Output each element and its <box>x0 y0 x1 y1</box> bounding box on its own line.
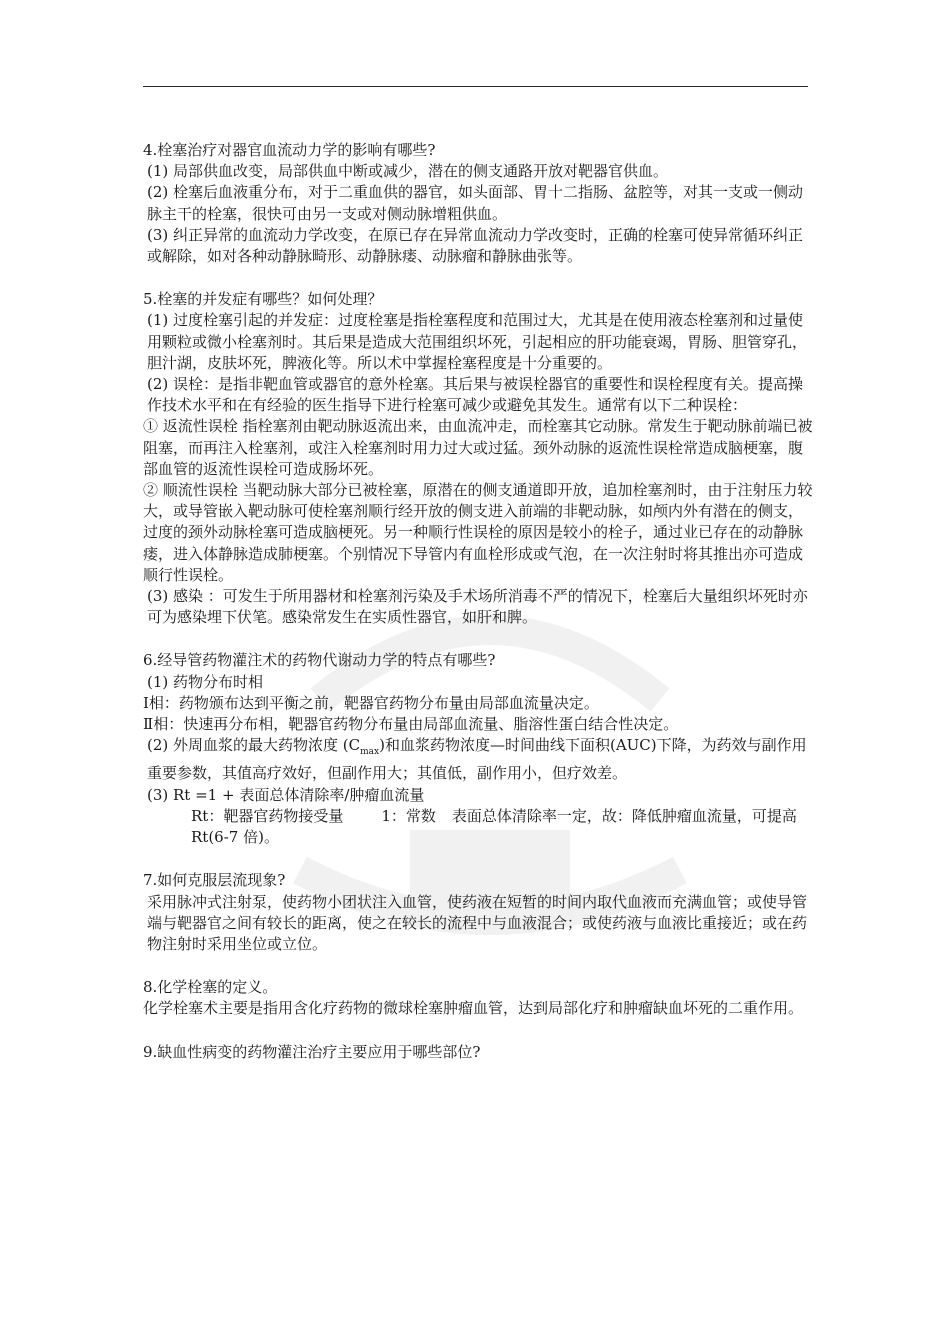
section-7 <box>143 870 813 955</box>
answer-6-item-1: (1) 药物分布时相 <box>147 672 264 691</box>
answer-5-item-1: (1) 过度栓塞引起的并发症：过度栓塞是指栓塞程度和范围过大，尤其是在使用液态栓塞剂和过量使用颗粒或微小栓塞剂时。其后果是造成大范围组织坏死，引起相应的肝功能衰竭，胃肠、胆管穿孔，胆汁湖，皮肤坏死，脾液化等。所以术中掌握栓塞程度是十分重要的。 <box>147 311 808 372</box>
constant-definition: 1：常数 <box>381 806 436 825</box>
cmax-text-after: )和血浆药物浓度—时间曲线下面积(AUC)下降，为药效与副作用重要参数，其值高疗效好，但副作用大；其值低，副作用小，但疗效差。 <box>147 736 807 783</box>
answer-6-item-2 <box>143 735 813 784</box>
answer-4-item-1: (1) 局部供血改变，局部供血中断或减少，潜在的侧支通路开放对靶器官供血。 <box>147 162 669 181</box>
question-9: 9.缺血性病变的药物灌注治疗主要应用于哪些部位? <box>143 1042 481 1061</box>
answer-6-phase-1: Ⅰ相：药物颁布达到平衡之前，靶器官药物分布量由局部血流量决定。 <box>143 693 599 712</box>
answer-7: 采用脉冲式注射泵，使药物小团状注入血管，使药液在短暂的时间内取代血液而充满血管；或使导管端与靶器官之间有较长的距离，使之在较长的流程中与血液混合；或使药液与血液比重接近；或在药物注射时采用坐位或立位。 <box>147 892 808 953</box>
answer-4-item-3: (3) 纠正异常的血流动力学改变，在原已存在异常血流动力学改变时，正确的栓塞可使异常循环纠正或解除，如对各种动静脉畸形、动静脉瘘、动脉瘤和静脉曲张等。 <box>147 225 804 266</box>
rt-definition: Rt：靶器官药物接受量 <box>191 806 344 825</box>
answer-6-phase-2: Ⅱ相：快速再分布相，靶器官药物分布量由局部血流量、脂溶性蛋白结合性决定。 <box>143 715 679 734</box>
question-7: 7.如何克服层流现象? <box>143 871 286 890</box>
question-4: 4.栓塞治疗对器官血流动力学的影响有哪些? <box>143 141 436 159</box>
answer-5-item-2: (2) 误栓：是指非靶血管或器官的意外栓塞。其后果与被误栓器官的重要性和误栓程度有关。提高操作技术水平和在有经验的医生指导下进行栓塞可减少或避免其发生。通常有以下二种误栓： <box>147 375 804 415</box>
answer-5-reflux-embolism: ① 返流性误栓 指栓塞剂由靶动脉返流出来，由血流冲走，而栓塞其它动脉。常发生于靶动脉前端已被阻塞，而再注入栓塞剂，或注入栓塞剂时用力过大或过猛。颈外动脉的返流性误栓常造成脑梗塞，腹部血管的返流性误栓可造成肠坏死。 <box>143 417 813 478</box>
cmax-subscript: max <box>360 747 380 758</box>
section-4 <box>143 140 813 267</box>
question-8: 8.化学栓塞的定义。 <box>143 978 278 997</box>
rt-conclusion: 表面总体清除率一定，故：降低肿瘤血流量，可提高 Rt(6-7 倍)。 <box>191 806 797 847</box>
answer-4-item-2: (2) 栓塞后血液重分布，对于二重血供的器官，如头面部、胃十二指肠、盆腔等，对其一支或一侧动脉主干的栓塞，很快可由另一支或对侧动脉增粗供血。 <box>147 183 804 223</box>
answer-8: 化学栓塞术主要是指用含化疗药物的微球栓塞肿瘤血管，达到局部化疗和肿瘤缺血坏死的二重作用。 <box>143 999 804 1018</box>
question-5: 5.栓塞的并发症有哪些？如何处理？ <box>143 290 383 309</box>
cmax-text-before: (2) 外周血浆的最大药物浓度 (C <box>147 736 361 755</box>
answer-6-formula: (3) Rt =1 + 表面总体清除率/肿瘤血流量 <box>147 785 425 804</box>
answer-5-item-3: (3) 感染 ：可发生于所用器材和栓塞剂污染及手术场所消毒不严的情况下，栓塞后大量组织坏死时亦可为感染埋下伏笔。感染常发生在实质性器官，如肝和脾。 <box>147 587 808 627</box>
section-6 <box>143 650 813 848</box>
section-5 <box>143 289 813 628</box>
section-8 <box>143 977 813 1019</box>
question-6: 6.经导管药物灌注术的药物代谢动力学的特点有哪些? <box>143 651 496 670</box>
answer-6-formula-notes <box>143 806 813 848</box>
document-body <box>143 140 813 1080</box>
header-rule <box>143 86 808 87</box>
section-9 <box>143 1042 813 1063</box>
answer-5-antegrade-embolism: ② 顺流性误栓 当靶动脉大部分已被栓塞，原潜在的侧支通道即开放，追加栓塞剂时，由于注射压力较大，或导管嵌入靶动脉可使栓塞剂顺行经开放的侧支进入前端的非靶动脉，如颅内外有潜在的侧支，过度的颈外动脉栓塞可造成脑梗死。另一种顺行性误栓的原因是较小的栓子，通过业已存在的动静脉瘘，进入体静脉造成肺梗塞。个别情况下导管内有血栓形成或气泡，在一次注射时将其推出亦可造成顺行性误栓。 <box>143 481 813 584</box>
